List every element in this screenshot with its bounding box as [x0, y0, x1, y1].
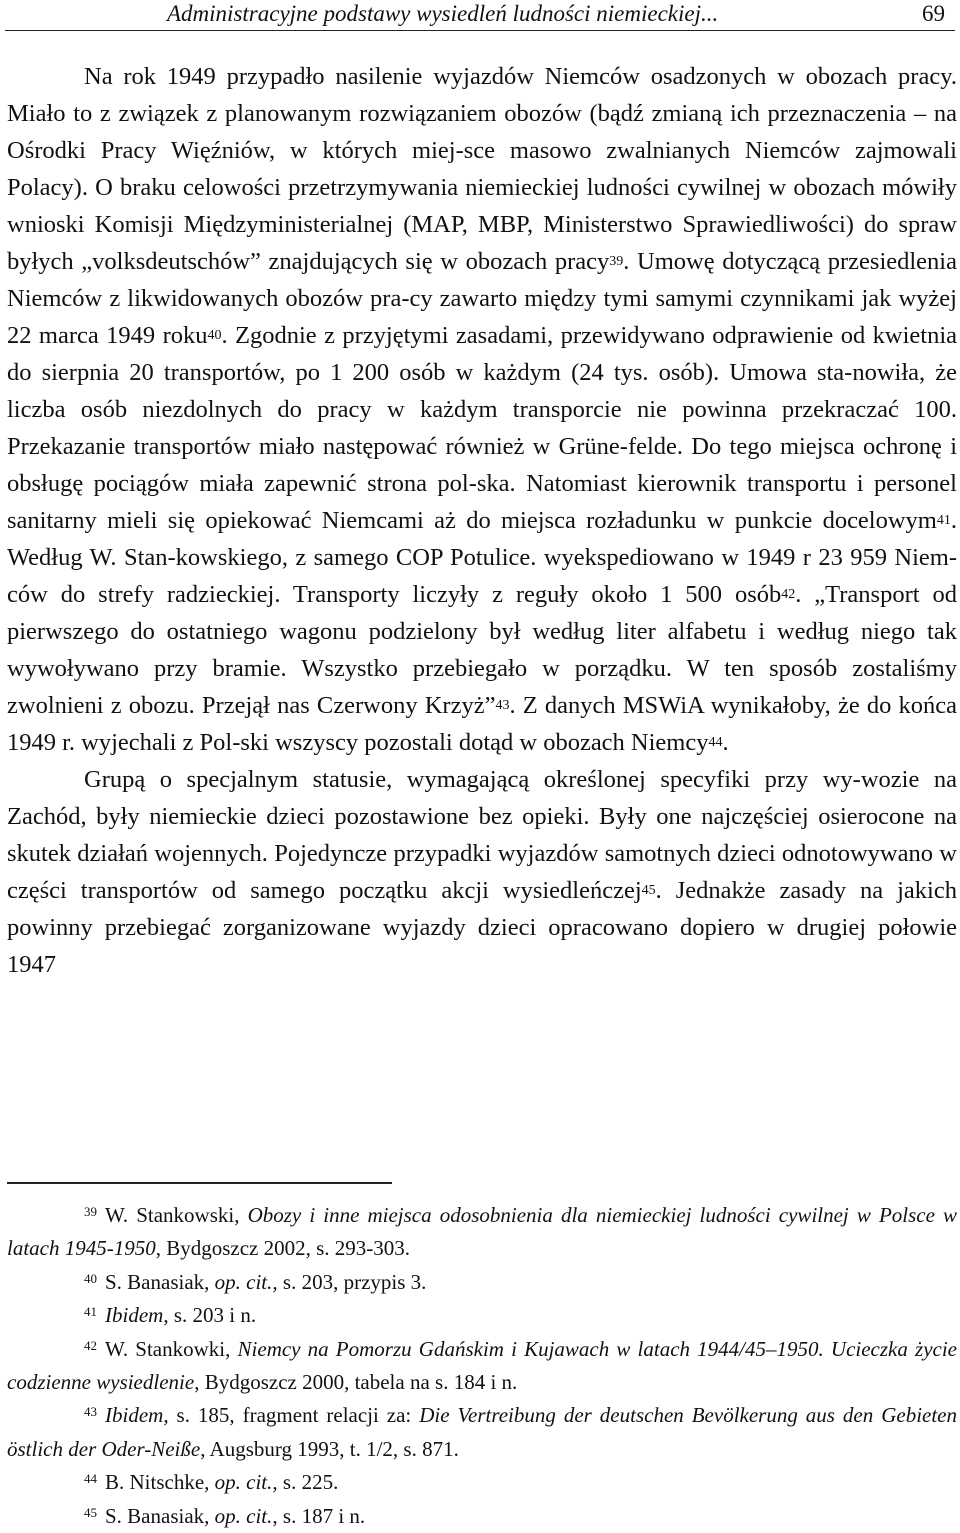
paragraph-text: . Jednakże zasady na jakich powinny przebiegać zorganizowane wyjazdy dzieci opracowano dopiero w drugiej połowie 1947 [7, 877, 957, 978]
footnote-number: 39 [84, 1204, 97, 1219]
footnote-number: 41 [84, 1304, 97, 1320]
footnote-text: , Bydgoszcz 2000, tabela na s. 184 i n. [194, 1370, 518, 1395]
paragraph-text: . Z danych MSWiA wynikałoby, że do końca 1949 r. wyjechali z Pol-ski wszyscy pozostali dotąd w obozach Niemcy [7, 692, 957, 756]
main-text [7, 58, 957, 983]
paragraph-2 [7, 761, 957, 983]
paragraph-text: . Zgodnie z przyjętymi zasadami, przewidywano odprawienie od kwietnia do sierpnia 20 transportów, po 1 200 osób w każdym (24 tys. osób). Umowa sta-nowiła, że liczba osób niezdolnych do pracy w każdym transporcie nie powinna przekraczać 100. Przekazanie transportów miało następować również w Grüne-felde. Do tego miejsca ochronę i obsługę pociągów miała zapewnić strona pol-ska. Natomiast kierownik transportu i personel sanitarny mieli się opiekować Niemcami aż do miejsca rozładunku w punkcie docelowym [7, 322, 957, 534]
footnote-title: op. cit., [214, 1269, 278, 1294]
footnotes [7, 1199, 957, 1533]
footnote-title: Niemcy na Pomorzu Gdańskim i Kujawach w latach 1944/45–1950. Ucieczka życie codzienne wysiedlenie [7, 1336, 957, 1395]
footnote-text: , s. 185, fragment relacji za: [163, 1403, 420, 1428]
footnote-40 [7, 1266, 957, 1299]
footnote-text: s. 203, przypis 3. [277, 1269, 427, 1294]
footnote-number: 43 [84, 1404, 97, 1420]
footnote-ref-41[interactable]: 41 [936, 513, 951, 528]
footnote-ref-40[interactable]: 40 [207, 328, 222, 343]
footnote-text: W. Stankowski, [105, 1203, 248, 1227]
footnote-39 [7, 1199, 957, 1266]
footnote-title: op. cit. [214, 1470, 273, 1495]
footnote-title: op. cit. [214, 1503, 273, 1528]
running-title: Administracyjne podstawy wysiedleń ludności niemieckiej... [167, 1, 719, 26]
footnote-45 [7, 1500, 957, 1533]
footnote-41 [7, 1299, 957, 1332]
footnote-ref-44[interactable]: 44 [708, 735, 723, 750]
footnote-number: 45 [84, 1504, 97, 1520]
paragraph-text: . [722, 729, 729, 756]
paragraph-1 [7, 58, 957, 761]
footnote-title: Ibidem [105, 1403, 164, 1428]
paragraph-text: . Według W. Stan-kowskiego, z samego COP Potulice. wyekspediowano w 1949 r 23 959 Niem-ców do strefy radzieckiej. Transporty liczyły z reguły około 1 500 osób [7, 507, 957, 608]
footnote-number: 44 [84, 1471, 97, 1487]
footnote-number: 42 [84, 1337, 97, 1353]
footnote-text: B. Nitschke, [105, 1470, 215, 1495]
footnote-title: Ibidem [105, 1303, 164, 1328]
footnote-text: , s. 225. [272, 1470, 339, 1495]
footnote-separator [7, 1182, 392, 1184]
footnote-42 [7, 1333, 957, 1400]
footnote-text: S. Banasiak, [105, 1269, 215, 1294]
footnote-text: , Bydgoszcz 2002, s. 293-303. [155, 1236, 411, 1261]
footnote-title: Die Vertreibung der deutschen Bevölkerung aus den Gebieten östlich der Oder-Neiße [7, 1403, 957, 1461]
footnote-number: 40 [84, 1270, 97, 1286]
paragraph-text: . Umowę dotyczącą przesiedlenia Niemców z likwidowanych obozów pra-cy zawarto między tymi samymi czynnikami jak wyżej 22 marca 1949 roku [7, 248, 957, 349]
footnote-43 [7, 1399, 957, 1466]
footnote-44 [7, 1466, 957, 1499]
paragraph-text: Grupą o specjalnym statusie, wymagającą określonej specyfiki przy wy-wozie na Zachód, były niemieckie dzieci pozostawione bez opieki. Były one najczęściej osierocone na skutek działań wojennych. Pojedyncze przypadki wyjazdów samotnych dzieci odnotowywano w części transportów od samego początku akcji wysiedleńczej [7, 766, 957, 904]
footnote-text: , s. 187 i n. [272, 1503, 366, 1528]
paragraph-text: . „Transport od pierwszego do ostatniego wagonu podzielony był według liter alfabetu i według niego tak wywoływano przy bramie. Wszystko przebiegało w porządku. W ten sposób zostaliśmy zwolnieni z obozu. Przejął nas Czerwony Krzyż” [7, 581, 957, 719]
footnote-title: Obozy i inne miejsca odosobnienia dla niemieckiej ludności cywilnej w Polsce w latach 1945-1950 [7, 1203, 958, 1261]
footnote-text: S. Banasiak, [105, 1503, 215, 1528]
footnote-ref-42[interactable]: 42 [781, 587, 796, 602]
footnote-text: , s. 203 i n. [163, 1303, 257, 1328]
paragraph-text: Na rok 1949 przypadło nasilenie wyjazdów Niemców osadzonych w obozach pracy. Miało to z związek z planowanym rozwiązaniem obozów (bądź zmianą ich przeznaczenia – na Ośrodki Pracy Więźniów, w których miej-sce masowo zwalnianych Niemców zajmowali Polacy). O braku celowości przetrzymywania niemieckiej ludności cywilnej w obozach mówiły wnioski Komisji Międzyministerialnej (MAP, MBP, Ministerstwo Sprawiedliwości) do spraw byłych „volksdeutschów” znajdujących się w obozach pracy [7, 63, 957, 275]
running-header [5, 0, 955, 31]
footnote-ref-43[interactable]: 43 [495, 698, 510, 713]
footnote-text: , Augsburg 1993, t. 1/2, s. 871. [200, 1436, 459, 1461]
footnote-ref-45[interactable]: 45 [641, 883, 656, 898]
page-number: 69 [922, 1, 945, 26]
footnote-text: W. Stankowki, [105, 1336, 238, 1361]
footnote-ref-39[interactable]: 39 [609, 254, 624, 269]
